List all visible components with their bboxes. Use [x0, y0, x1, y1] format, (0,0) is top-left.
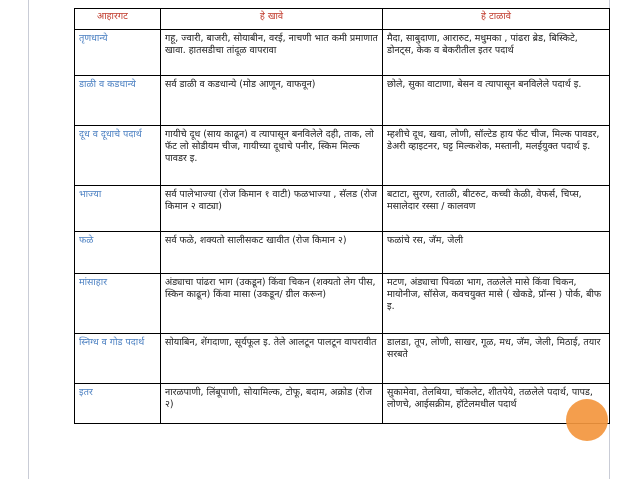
table-row	[75, 76, 610, 126]
avoid-cell: फळांचे रस, जॅम, जेली	[383, 232, 610, 274]
decorative-orange-circle	[566, 399, 608, 441]
table-row	[75, 126, 610, 186]
avoid-cell: सुकामेवा, तेलबिया, चॉकलेट, शीतपेये, तळलेले पदार्थ, पापड, लोणचे, आईसक्रीम, हॉटेलमधील पदार्थ	[383, 384, 610, 424]
eat-cell: सर्व पालेभाज्या (रोज किमान १ वाटी) फळभाज्या , सॅलड (रोज किमान २ वाट्या)	[161, 186, 383, 232]
avoid-cell: मैदा, साबुदाणा, आरारुट, मधुमका , पांढरा ब्रेड, बिस्किटे, डोनट्स, केक व बेकरीतील इतर पदार्थ	[383, 30, 610, 76]
food-group-cell: फळे	[75, 232, 161, 274]
table-row	[75, 232, 610, 274]
table-row	[75, 30, 610, 76]
table-row	[75, 274, 610, 334]
header-food-group: आहारगट	[75, 9, 161, 30]
eat-cell: सोयाबिन, शेंगदाणा, सूर्यफूल इ. तेले आलटून पालटून वापरावीत	[161, 334, 383, 384]
eat-cell: नारळपाणी, लिंबूपाणी, सोयामिल्क, टोफू, बदाम, अक्रोड (रोज २)	[161, 384, 383, 424]
table-row	[75, 334, 610, 384]
eat-cell: अंड्याचा पांढरा भाग (उकडून) किंवा चिकन (शक्यतो लेग पीस, स्किन काढून) किंवा मासा (उकडून/ ग्रील करून)	[161, 274, 383, 334]
diet-table	[74, 8, 610, 424]
left-border-line	[28, 0, 29, 479]
avoid-cell: छोले, सुका वाटाणा, बेसन व त्यापासून बनविलेले पदार्थ इ.	[383, 76, 610, 126]
table-header-row	[75, 9, 610, 30]
avoid-cell: मटण, अंड्याचा पिवळा भाग, तळलेले मासे किंवा चिकन, मायोनीज, सॉसेज, कवचयुक्त मासे ( खेकडे, प्रॉन्स ) पोर्क, बीफ इ.	[383, 274, 610, 334]
table-row	[75, 186, 610, 232]
eat-cell: सर्व डाळी व कडधान्ये (मोड आणून, वाफवून)	[161, 76, 383, 126]
avoid-cell: डालडा, तूप, लोणी, साखर, गूळ, मध, जॅम, जेली, मिठाई, तयार सरबते	[383, 334, 610, 384]
food-group-cell: दूध व दूधाचे पदार्थ	[75, 126, 161, 186]
eat-cell: गहू, ज्वारी, बाजरी, सोयाबीन, वरई, नाचणी भात कमी प्रमाणात खावा. हातसडीचा तांदूळ वापरावा	[161, 30, 383, 76]
header-eat: हे खावे	[161, 9, 383, 30]
avoid-cell: बटाटा, सुरण, रताळी, बीटरुट, कच्ची केळी, वेफर्स, चिप्स, मसालेदार रस्सा / कालवण	[383, 186, 610, 232]
food-group-cell: भाज्या	[75, 186, 161, 232]
food-group-cell: तृणधान्ये	[75, 30, 161, 76]
avoid-cell: म्हशीचे दूध, खवा, लोणी, सॉल्टेड हाय फॅट चीज, मिल्क पावडर, डेअरी व्हाइटनर, घट्ट मिल्कशेक, मस्तानी, मलईयुक्त पदार्थ इ.	[383, 126, 610, 186]
food-group-cell: डाळी व कडधान्ये	[75, 76, 161, 126]
eat-cell: सर्व फळे, शक्यतो सालीसकट खावीत (रोज किमान २)	[161, 232, 383, 274]
food-group-cell: स्निग्ध व गोड पदार्थ	[75, 334, 161, 384]
food-group-cell: मांसाहार	[75, 274, 161, 334]
header-avoid: हे टाळावे	[383, 9, 610, 30]
table-row	[75, 384, 610, 424]
food-group-cell: इतर	[75, 384, 161, 424]
eat-cell: गायीचे दूध (साय काढून) व त्यापासून बनविलेले दही, ताक, लो फॅट लो सोडीयम चीज, गायीच्या दूधाचे पनीर, स्किम मिल्क पावडर इ.	[161, 126, 383, 186]
